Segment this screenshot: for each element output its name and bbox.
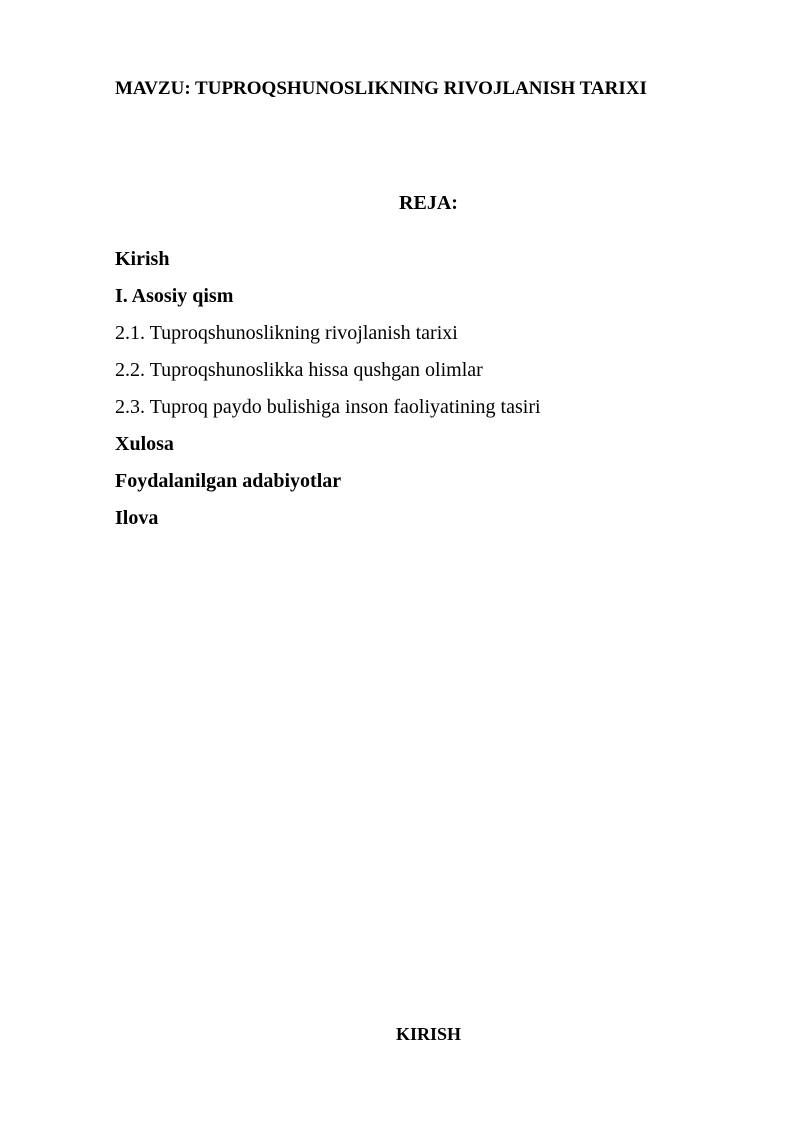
toc-item-xulosa: Xulosa bbox=[115, 433, 174, 455]
section-heading-kirish: KIRISH bbox=[395, 1024, 462, 1044]
toc-item-adabiyotlar: Foydalanilgan adabiyotlar bbox=[115, 470, 342, 492]
toc-item-2-1: 2.1. Tuproqshunoslikning rivojlanish tarixi bbox=[115, 322, 458, 344]
table-of-contents bbox=[115, 246, 755, 542]
toc-item-asosiy-qism: I. Asosiy qism bbox=[115, 285, 234, 307]
plan-heading: REJA: bbox=[399, 192, 458, 214]
toc-item-kirish: Kirish bbox=[115, 248, 170, 270]
toc-item-2-2: 2.2. Tuproqshunoslikka hissa qushgan olimlar bbox=[115, 359, 483, 381]
document-title: MAVZU: TUPROQSHUNOSLIKNING RIVOJLANISH TARIXI bbox=[115, 78, 647, 99]
toc-item-ilova: Ilova bbox=[115, 507, 159, 529]
toc-item-2-3: 2.3. Tuproq paydo bulishiga inson faoliyatining tasiri bbox=[115, 396, 541, 418]
